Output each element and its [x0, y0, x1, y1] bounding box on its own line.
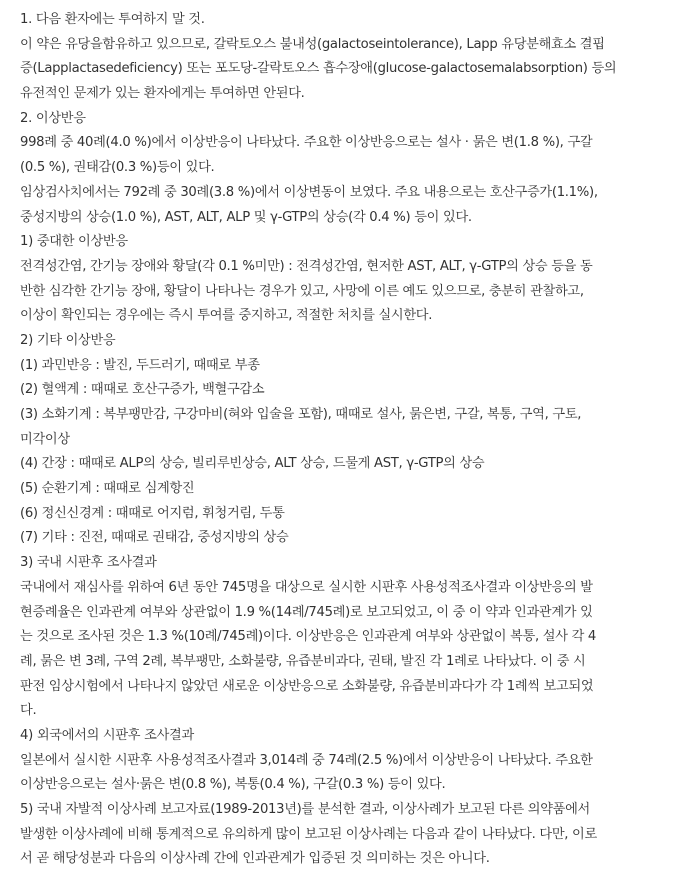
- text-line: 국내에서 재심사를 위하여 6년 동안 745명을 대상으로 실시한 시판후 사용성적조사결과 이상반응의 발: [20, 579, 593, 595]
- text-line: 판전 임상시험에서 나타나지 않았던 새로운 이상반응으로 소화불량, 유즙분비과다가 각 1례씩 보고되었: [20, 678, 594, 694]
- text-line: 이상반응으로는 설사·묽은 변(0.8 %), 복통(0.4 %), 구갈(0.3 %) 등이 있다.: [20, 777, 446, 793]
- text-line: 998례 중 40례(4.0 %)에서 이상반응이 나타났다. 주요한 이상반응으로는 설사 · 묽은 변(1.8 %), 구갈: [20, 135, 593, 151]
- text-line: 이 약은 유당을함유하고 있으므로, 갈락토오스 불내성(galactoseintolerance), Lapp 유당분해효소 결핍: [20, 36, 605, 52]
- text-line: 중성지방의 상승(1.0 %), AST, ALT, ALP 및 γ-GTP의 상승(각 0.4 %) 등이 있다.: [20, 209, 472, 225]
- text-line: 증(Lapplactasedeficiency) 또는 포도당-갈락토오스 흡수장애(glucose-galactosemalabsorption) 등의: [20, 61, 617, 77]
- text-line: 1) 중대한 이상반응: [20, 234, 128, 250]
- text-line: (7) 기타 : 진전, 때때로 권태감, 중성지방의 상승: [20, 530, 289, 546]
- text-line: 현증례율은 인과관계 여부와 상관없이 1.9 %(14례/745례)로 보고되었고, 이 중 이 약과 인과관계가 있: [20, 604, 593, 620]
- text-line: (6) 정신신경계 : 때때로 어지럼, 휘청거림, 두통: [20, 505, 285, 521]
- text-line: (1) 과민반응 : 발진, 두드러기, 때때로 부종: [20, 357, 260, 373]
- text-line: 2. 이상반응: [20, 110, 86, 126]
- text-line: (4) 간장 : 때때로 ALP의 상승, 빌리루빈상승, ALT 상승, 드물게 AST, γ-GTP의 상승: [20, 456, 485, 472]
- text-line: 다.: [20, 703, 37, 719]
- text-line: (0.5 %), 권태감(0.3 %)등이 있다.: [20, 160, 215, 176]
- text-line: 례, 묽은 변 3례, 구역 2례, 복부팽만, 소화불량, 유즙분비과다, 권태, 발진 각 1례로 나타났다. 이 중 시: [20, 653, 586, 669]
- text-line: 서 곧 해당성분과 다음의 이상사례 간에 인과관계가 입증된 것 의미하는 것은 아니다.: [20, 851, 490, 867]
- text-line: (5) 순환기계 : 때때로 심계항진: [20, 481, 195, 497]
- text-line: 2) 기타 이상반응: [20, 332, 116, 348]
- text-line: 전격성간염, 간기능 장애와 황달(각 0.1 %미만) : 전격성간염, 현저한 AST, ALT, γ-GTP의 상승 등을 동: [20, 258, 593, 274]
- text-line: 1. 다음 환자에는 투여하지 말 것.: [20, 12, 205, 27]
- text-line: 미각이상: [20, 431, 70, 447]
- text-line: 발생한 이상사례에 비해 통계적으로 유의하게 많이 보고된 이상사례는 다음과 같이 나타났다. 다만, 이로: [20, 826, 597, 842]
- text-line: 5) 국내 자발적 이상사례 보고자료(1989-2013년)를 분석한 결과, 이상사례가 보고된 다른 의약품에서: [20, 802, 590, 817]
- text-line: (3) 소화기계 : 복부팽만감, 구강마비(혀와 입술을 포함), 때때로 설사, 묽은변, 구갈, 복통, 구역, 구토,: [20, 407, 582, 422]
- text-line: 유전적인 문제가 있는 환자에게는 투여하면 안된다.: [20, 86, 305, 102]
- text-line: 임상검사치에서는 792례 중 30례(3.8 %)에서 이상변동이 보였다. 주요 내용으로는 호산구증가(1.1%),: [20, 184, 598, 200]
- text-line: 반한 심각한 간기능 장애, 황달이 나타나는 경우가 있고, 사망에 이른 예도 있으므로, 충분히 관찰하고,: [20, 283, 584, 299]
- text-line: 일본에서 실시한 시판후 사용성적조사결과 3,014례 중 74례(2.5 %)에서 이상반응이 나타났다. 주요한: [20, 752, 593, 768]
- text-line: 는 것으로 조사된 것은 1.3 %(10례/745례)이다. 이상반응은 인과관계 여부와 상관없이 복통, 설사 각 4: [20, 629, 596, 645]
- text-line: 이상이 확인되는 경우에는 즉시 투여를 중지하고, 적절한 처치를 실시한다.: [20, 308, 433, 324]
- text-line: (2) 혈액계 : 때때로 호산구증가, 백혈구감소: [20, 382, 265, 398]
- text-line: 3) 국내 시판후 조사결과: [20, 555, 157, 571]
- text-line: 4) 외국에서의 시판후 조사결과: [20, 727, 194, 743]
